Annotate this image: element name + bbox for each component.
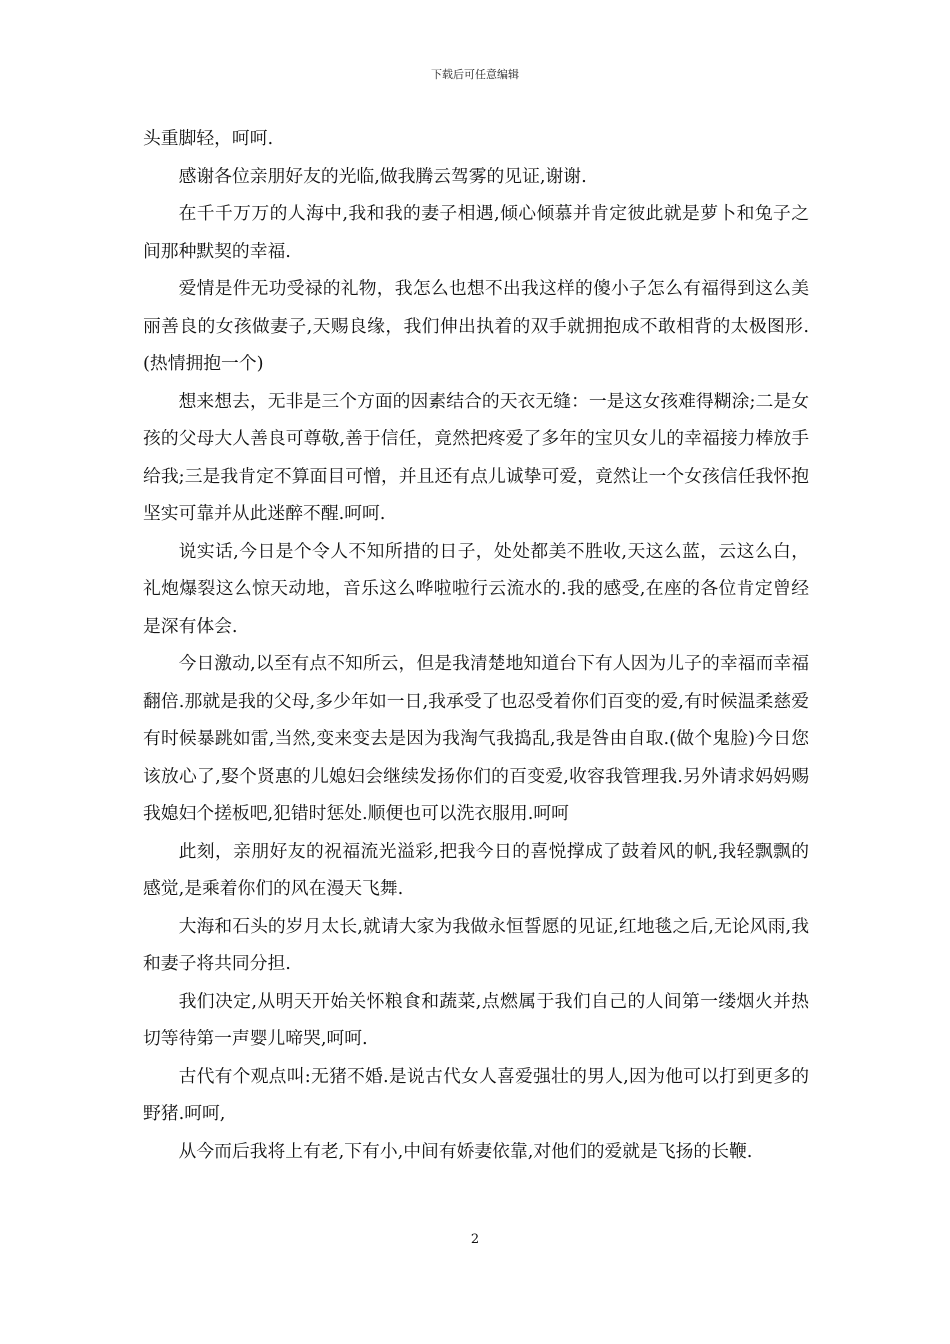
paragraph: 从今而后我将上有老,下有小,中间有娇妻依靠,对他们的爱就是飞扬的长鞭. xyxy=(178,1140,753,1162)
paragraph: 我们决定,从明天开始关怀粮食和蔬菜,点燃属于我们自己的人间第一缕烟火并热切等待第一声婴儿啼哭,呵呵. xyxy=(143,990,809,1049)
paragraph: 古代有个观点叫:无猪不婚.是说古代女人喜爱强壮的男人,因为他可以打到更多的野猪.呵呵, xyxy=(143,1065,809,1124)
page-header: 下载后可任意编辑 xyxy=(431,68,519,81)
page-number: 2 xyxy=(470,1232,480,1247)
paragraph: 今日激动,以至有点不知所云，但是我清楚地知道台下有人因为儿子的幸福而幸福翻倍.那就是我的父母,多少年如一日,我承受了也忍受着你们百变的爱,有时候温柔慈爱有时候暴跳如雷,当然,变来变去是因为我淘气我捣乱,我是咎由自取.(做个鬼脸)今日您该放心了,娶个贤惠的儿媳妇会继续发扬你们的百变爱,收容我管理我.另外请求妈妈赐我媳妇个搓板吧,犯错时惩处.顺便也可以洗衣服用.呵呵 xyxy=(143,653,809,824)
paragraph: 在千千万万的人海中,我和我的妻子相遇,倾心倾慕并肯定彼此就是萝卜和兔子之间那种默契的幸福. xyxy=(143,203,809,262)
paragraph: 想来想去，无非是三个方面的因素结合的天衣无缝：一是这女孩难得糊涂;二是女孩的父母大人善良可尊敬,善于信任，竟然把疼爱了多年的宝贝女儿的幸福接力棒放手给我;三是我肯定不算面目可憎，并且还有点儿诚挚可爱，竟然让一个女孩信任我怀抱坚实可靠并从此迷醉不醒.呵呵. xyxy=(143,390,809,524)
paragraph: 爱情是件无功受禄的礼物，我怎么也想不出我这样的傻小子怎么有福得到这么美丽善良的女孩做妻子,天赐良缘，我们伸出执着的双手就拥抱成不敢相背的太极图形.(热情拥抱一个) xyxy=(143,278,809,374)
document-body xyxy=(143,120,809,1170)
paragraph: 感谢各位亲朋好友的光临,做我腾云驾雾的见证,谢谢. xyxy=(178,165,587,187)
paragraph-continued: 头重脚轻，呵呵. xyxy=(143,128,274,149)
paragraph: 说实话,今日是个令人不知所措的日子，处处都美不胜收,天这么蓝，云这么白，礼炮爆裂这么惊天动地，音乐这么哗啦啦行云流水的.我的感受,在座的各位肯定曾经是深有体会. xyxy=(143,540,809,637)
paragraph: 此刻，亲朋好友的祝福流光溢彩,把我今日的喜悦撑成了鼓着风的帆,我轻飘飘的感觉,是乘着你们的风在漫天飞舞. xyxy=(143,840,809,899)
paragraph: 大海和石头的岁月太长,就请大家为我做永恒誓愿的见证,红地毯之后,无论风雨,我和妻子将共同分担. xyxy=(143,915,809,974)
